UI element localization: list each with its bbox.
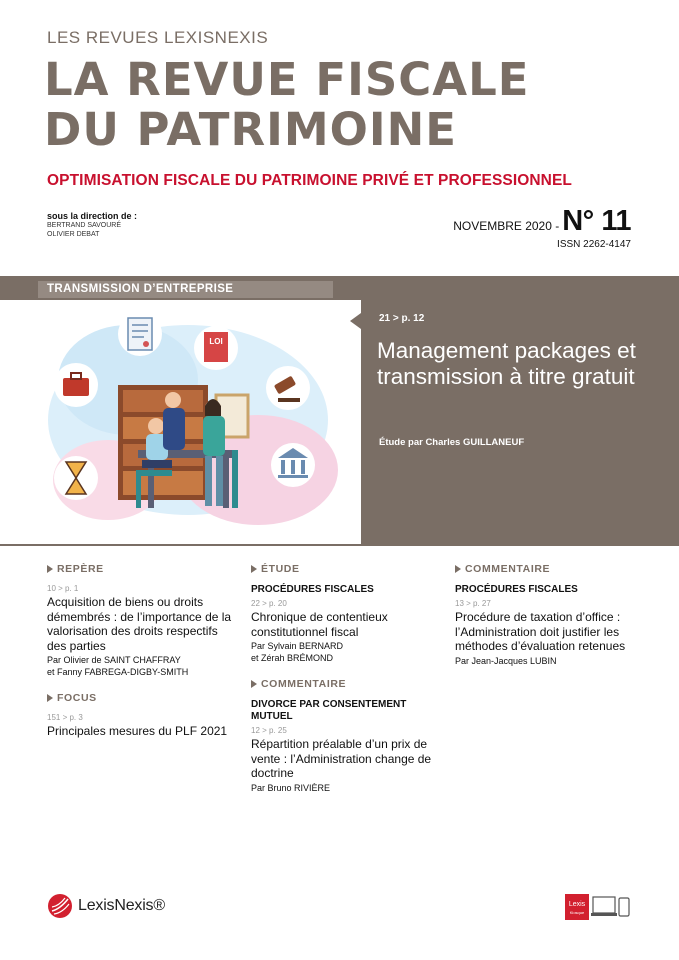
article-ref: 22 > p. 20: [251, 599, 287, 608]
hero-illustration: [38, 300, 338, 540]
loi-sign-text: LOI: [209, 337, 223, 346]
article-title[interactable]: Procédure de taxation d’office : l’Administration doit justifier les méthodes d’évaluation retenues: [455, 610, 626, 653]
triangle-icon: [47, 694, 53, 702]
section-heading: [47, 692, 237, 704]
section-label: FOCUS: [57, 692, 97, 704]
issue-date: NOVEMBRE 2020 -: [453, 219, 560, 233]
issn: ISSN 2262-4147: [557, 239, 631, 250]
kiosque-label: Lexis: [568, 901, 586, 908]
lexis-kiosque-badge[interactable]: [565, 894, 631, 920]
column-1: [47, 563, 237, 753]
section-label: REPÈRE: [57, 563, 104, 575]
issue-number: N° 11: [562, 205, 631, 237]
article-ref: 10 > p. 1: [47, 584, 79, 593]
article-author: et Zérah BRÉMOND: [251, 652, 334, 663]
journal-title: [44, 55, 530, 155]
journal-title-line2: DU PATRIMOINE: [44, 103, 458, 156]
hero-article-author: Étude par Charles GUILLANEUF: [379, 437, 525, 448]
column-3: [455, 563, 645, 681]
triangle-icon: [47, 565, 53, 573]
direction-label: sous la direction de :: [47, 211, 138, 221]
toc-block: [47, 563, 237, 678]
triangle-icon: [251, 680, 257, 688]
director-name: OLIVIER DEBAT: [47, 231, 100, 238]
article-author: Par Bruno RIVIÈRE: [251, 782, 331, 793]
director-name: BERTRAND SAVOURÉ: [47, 222, 122, 229]
article-title[interactable]: Principales mesures du PLF 2021: [47, 724, 228, 738]
hero-article-ref: 21 > p. 12: [379, 313, 425, 324]
article-author: et Fanny FABREGA-DIGBY-SMITH: [47, 666, 189, 677]
article-rubric: PROCÉDURES FISCALES: [251, 584, 374, 595]
column-2: [251, 563, 441, 808]
hero-pointer: [350, 313, 361, 329]
toc-block: [251, 678, 441, 794]
article-author: Par Jean-Jacques LUBIN: [455, 655, 557, 666]
toc-block: [47, 692, 237, 739]
article-ref: 151 > p. 3: [47, 713, 83, 722]
article-title[interactable]: Chronique de contentieux constitutionnel fiscal: [251, 610, 388, 639]
issue-info: [453, 205, 631, 250]
hero-article-title[interactable]: Management packages et transmission à titre gratuit: [377, 338, 636, 389]
kiosque-sublabel: Kiosque: [569, 910, 585, 915]
direction-block: [47, 211, 137, 239]
lexisnexis-emblem-icon: [47, 893, 73, 919]
hero-category-tag: TRANSMISSION D’ENTREPRISE: [38, 281, 333, 298]
section-heading: [455, 563, 645, 575]
section-label: COMMENTAIRE: [261, 678, 347, 690]
toc-block: [455, 563, 645, 667]
section-label: ÉTUDE: [261, 563, 300, 575]
article-rubric: PROCÉDURES FISCALES: [455, 584, 578, 595]
article-ref: 13 > p. 27: [455, 599, 491, 608]
toc-block: [251, 563, 441, 664]
section-label: COMMENTAIRE: [465, 563, 551, 575]
lexisnexis-logo[interactable]: [47, 893, 165, 919]
brand-name: LexisNexis®: [78, 897, 165, 914]
article-author: Par Olivier de SAINT CHAFFRAY: [47, 655, 181, 665]
article-title[interactable]: Répartition préalable d’un prix de vente : l’Administration change de doctrine: [251, 737, 432, 780]
triangle-icon: [455, 565, 461, 573]
article-rubric: DIVORCE PAR CONSENTEMENT MUTUEL: [251, 699, 407, 722]
series-name: LES REVUES LEXISNEXIS: [47, 28, 269, 47]
section-heading: [47, 563, 237, 575]
article-ref: 12 > p. 25: [251, 726, 287, 735]
journal-subtitle: OPTIMISATION FISCALE DU PATRIMOINE PRIVÉ ET PROFESSIONNEL: [47, 172, 572, 189]
article-author: Par Sylvain BERNARD: [251, 641, 344, 651]
journal-title-line1: LA REVUE FISCALE: [44, 53, 530, 106]
triangle-icon: [251, 565, 257, 573]
section-heading: [251, 678, 441, 690]
section-heading: [251, 563, 441, 575]
article-title[interactable]: Acquisition de biens ou droits démembrés : de l’importance de la valorisation des droits respectifs des parties: [47, 595, 232, 653]
hero-bottom-rule: [0, 544, 361, 546]
